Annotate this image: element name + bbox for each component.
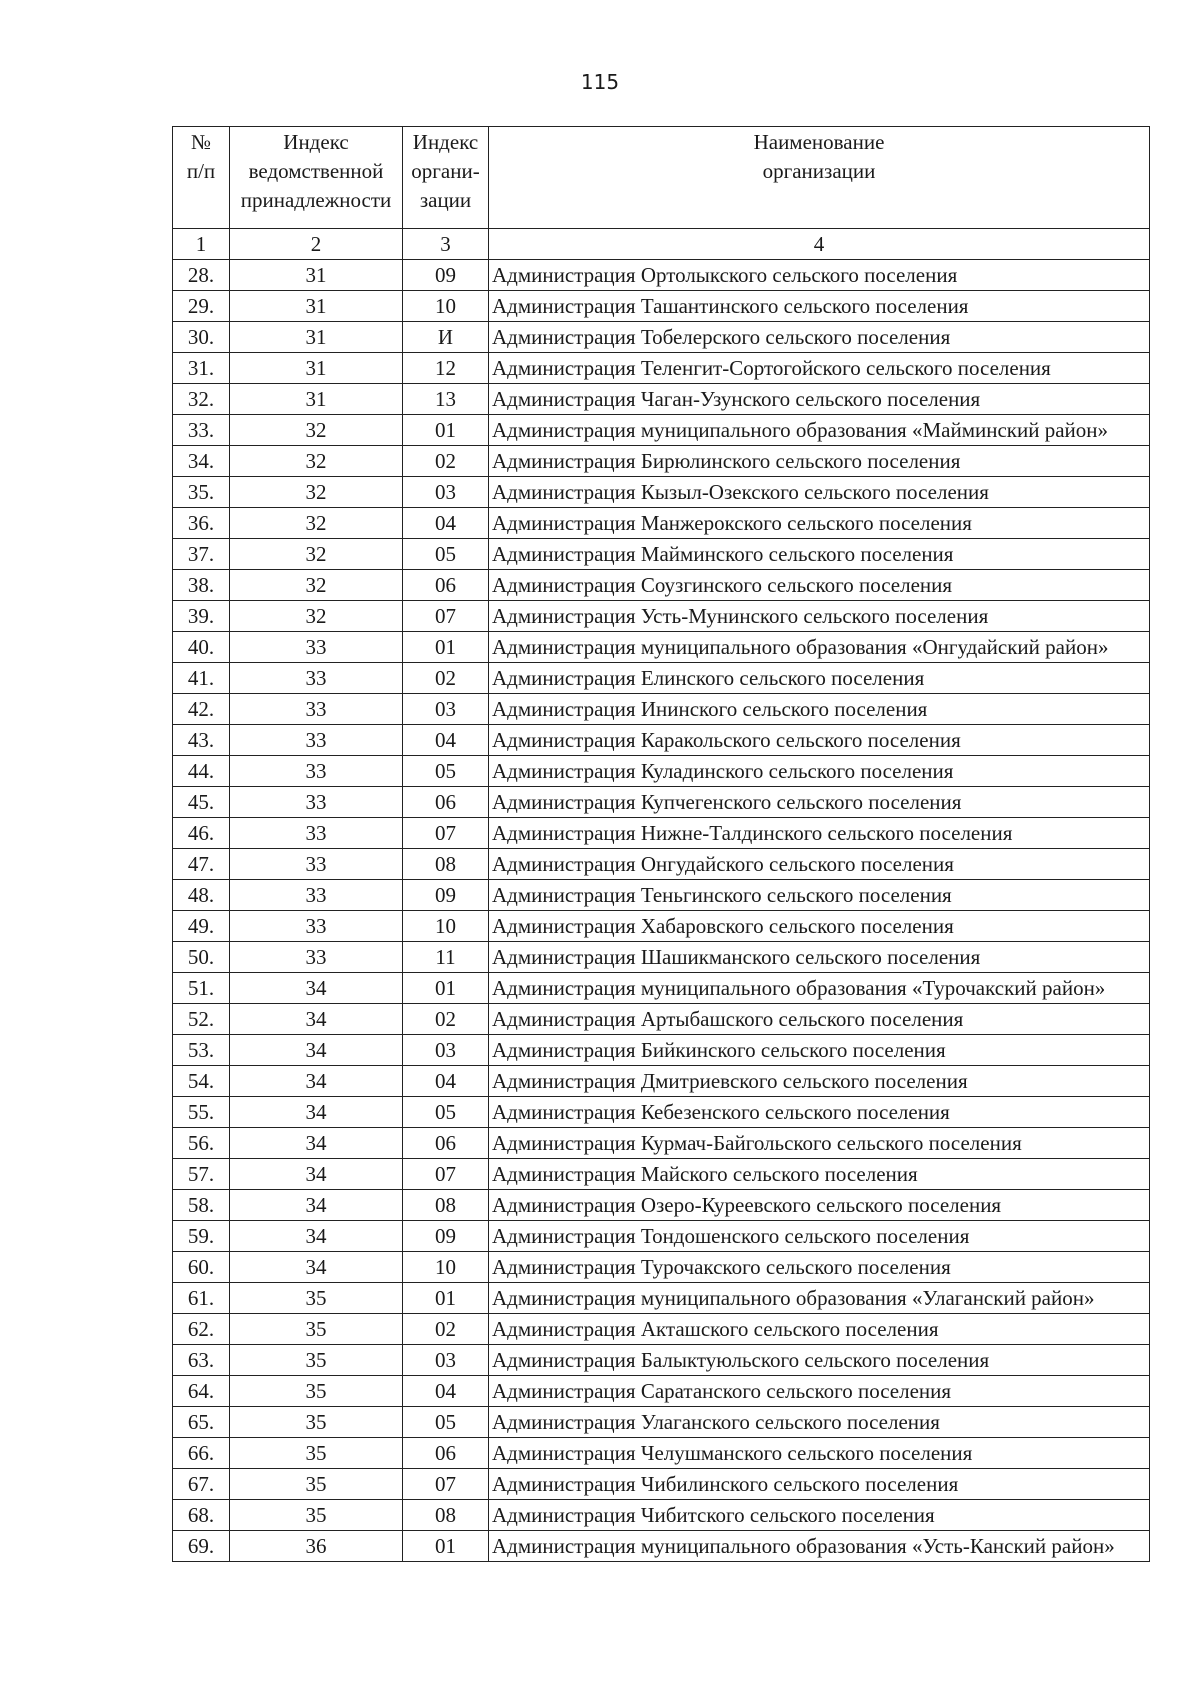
row-number-cell: 44.: [173, 756, 230, 787]
table-row: [173, 1376, 1150, 1407]
dept-index-cell: 33: [230, 880, 403, 911]
org-name-cell: Администрация Озеро-Куреевского сельского поселения: [489, 1190, 1150, 1221]
org-index-cell: 03: [403, 1035, 489, 1066]
row-number-cell: 57.: [173, 1159, 230, 1190]
row-number-cell: 31.: [173, 353, 230, 384]
header-name-line: Наименование: [753, 130, 885, 154]
dept-index-cell: 32: [230, 601, 403, 632]
org-index-cell: 02: [403, 1314, 489, 1345]
org-name-cell: Администрация Елинского сельского поселения: [489, 663, 1150, 694]
dept-index-cell: 31: [230, 260, 403, 291]
dept-index-cell: 33: [230, 632, 403, 663]
header-dept-index: [230, 127, 403, 229]
header-org-line: Индекс: [412, 130, 479, 154]
dept-index-cell: 34: [230, 1035, 403, 1066]
org-index-cell: 01: [403, 632, 489, 663]
dept-index-cell: 35: [230, 1500, 403, 1531]
header-name: [489, 127, 1150, 229]
dept-index-cell: 36: [230, 1531, 403, 1562]
table-row: [173, 1314, 1150, 1345]
org-name-cell: Администрация Ташантинского сельского поселения: [489, 291, 1150, 322]
org-index-cell: 04: [403, 1066, 489, 1097]
org-name-cell: Администрация Тондошенского сельского поселения: [489, 1221, 1150, 1252]
dept-index-cell: 35: [230, 1345, 403, 1376]
row-number-cell: 46.: [173, 818, 230, 849]
org-index-cell: 05: [403, 756, 489, 787]
row-number-cell: 29.: [173, 291, 230, 322]
table-row: [173, 663, 1150, 694]
table-row: [173, 1097, 1150, 1128]
table-row: [173, 694, 1150, 725]
row-number-cell: 39.: [173, 601, 230, 632]
table-row: [173, 942, 1150, 973]
org-index-cell: 07: [403, 1469, 489, 1500]
org-name-cell: Администрация Кебезенского сельского поселения: [489, 1097, 1150, 1128]
org-name-cell: Администрация Дмитриевского сельского поселения: [489, 1066, 1150, 1097]
table-row: [173, 1128, 1150, 1159]
row-number-cell: 69.: [173, 1531, 230, 1562]
table-row: [173, 570, 1150, 601]
org-index-cell: 02: [403, 1004, 489, 1035]
org-name-cell: Администрация Саратанского сельского поселения: [489, 1376, 1150, 1407]
org-name-cell: Администрация Челушманского сельского поселения: [489, 1438, 1150, 1469]
header-dept-line: принадлежности: [240, 188, 392, 212]
dept-index-cell: 33: [230, 818, 403, 849]
row-number-cell: 62.: [173, 1314, 230, 1345]
row-number-cell: 43.: [173, 725, 230, 756]
org-name-cell: Администрация Чибилинского сельского поселения: [489, 1469, 1150, 1500]
dept-index-cell: 31: [230, 322, 403, 353]
row-number-cell: 30.: [173, 322, 230, 353]
table-row: [173, 1345, 1150, 1376]
org-name-cell: Администрация Кызыл-Озекского сельского поселения: [489, 477, 1150, 508]
header-org-index: [403, 127, 489, 229]
row-number-cell: 63.: [173, 1345, 230, 1376]
dept-index-cell: 35: [230, 1407, 403, 1438]
table-row: [173, 539, 1150, 570]
row-number-cell: 36.: [173, 508, 230, 539]
column-index-cell: 4: [489, 229, 1150, 260]
row-number-cell: 54.: [173, 1066, 230, 1097]
org-index-cell: 02: [403, 446, 489, 477]
dept-index-cell: 32: [230, 477, 403, 508]
table-row: [173, 446, 1150, 477]
row-number-cell: 59.: [173, 1221, 230, 1252]
org-name-cell: Администрация муниципального образования «Усть-Канский район»: [489, 1531, 1150, 1562]
org-index-cell: 10: [403, 1252, 489, 1283]
row-number-cell: 45.: [173, 787, 230, 818]
dept-index-cell: 35: [230, 1283, 403, 1314]
dept-index-cell: 34: [230, 1159, 403, 1190]
org-name-cell: Администрация Соузгинского сельского поселения: [489, 570, 1150, 601]
table-row: [173, 1159, 1150, 1190]
row-number-cell: 51.: [173, 973, 230, 1004]
table-row: [173, 787, 1150, 818]
row-number-cell: 37.: [173, 539, 230, 570]
row-number-cell: 33.: [173, 415, 230, 446]
dept-index-cell: 33: [230, 787, 403, 818]
row-number-cell: 64.: [173, 1376, 230, 1407]
org-name-cell: Администрация Манжерокского сельского поселения: [489, 508, 1150, 539]
dept-index-cell: 33: [230, 942, 403, 973]
row-number-cell: 49.: [173, 911, 230, 942]
page-number: 115: [580, 70, 620, 94]
table-row: [173, 1066, 1150, 1097]
row-number-cell: 41.: [173, 663, 230, 694]
org-name-cell: Администрация Майминского сельского поселения: [489, 539, 1150, 570]
dept-index-cell: 34: [230, 1097, 403, 1128]
org-name-cell: Администрация Каракольского сельского поселения: [489, 725, 1150, 756]
dept-index-cell: 31: [230, 353, 403, 384]
org-index-cell: 04: [403, 725, 489, 756]
org-index-cell: 06: [403, 1438, 489, 1469]
dept-index-cell: 31: [230, 291, 403, 322]
org-name-cell: Администрация Шашикманского сельского поселения: [489, 942, 1150, 973]
org-name-cell: Администрация Купчегенского сельского поселения: [489, 787, 1150, 818]
org-index-cell: 01: [403, 973, 489, 1004]
dept-index-cell: 33: [230, 725, 403, 756]
dept-index-cell: 32: [230, 508, 403, 539]
table-row: [173, 260, 1150, 291]
row-number-cell: 48.: [173, 880, 230, 911]
table-row: [173, 1004, 1150, 1035]
row-number-cell: 32.: [173, 384, 230, 415]
org-name-cell: Администрация Акташского сельского поселения: [489, 1314, 1150, 1345]
row-number-cell: 53.: [173, 1035, 230, 1066]
org-index-cell: 04: [403, 508, 489, 539]
table-row: [173, 880, 1150, 911]
table-row: [173, 322, 1150, 353]
dept-index-cell: 35: [230, 1469, 403, 1500]
org-name-cell: Администрация Теленгит-Сортогойского сельского поселения: [489, 353, 1150, 384]
org-name-cell: Администрация Бирюлинского сельского поселения: [489, 446, 1150, 477]
org-name-cell: Администрация Балыктуюльского сельского поселения: [489, 1345, 1150, 1376]
org-index-cell: 11: [403, 942, 489, 973]
org-index-cell: 01: [403, 1283, 489, 1314]
org-index-cell: 13: [403, 384, 489, 415]
dept-index-cell: 33: [230, 849, 403, 880]
org-name-cell: Администрация Усть-Мунинского сельского поселения: [489, 601, 1150, 632]
org-index-cell: 05: [403, 1097, 489, 1128]
table-row: [173, 849, 1150, 880]
org-index-cell: 09: [403, 1221, 489, 1252]
row-number-cell: 68.: [173, 1500, 230, 1531]
org-index-cell: 07: [403, 1159, 489, 1190]
org-index-cell: 03: [403, 694, 489, 725]
org-name-cell: Администрация Курмач-Байгольского сельского поселения: [489, 1128, 1150, 1159]
table-row: [173, 1500, 1150, 1531]
org-name-cell: Администрация Артыбашского сельского поселения: [489, 1004, 1150, 1035]
column-index-cell: 3: [403, 229, 489, 260]
table-row: [173, 1190, 1150, 1221]
org-index-cell: 09: [403, 260, 489, 291]
org-index-cell: 06: [403, 1128, 489, 1159]
table-header-row: [173, 127, 1150, 229]
org-name-cell: Администрация муниципального образования «Турочакский район»: [489, 973, 1150, 1004]
org-name-cell: Администрация Тобелерского сельского поселения: [489, 322, 1150, 353]
org-index-cell: 09: [403, 880, 489, 911]
row-number-cell: 50.: [173, 942, 230, 973]
row-number-cell: 67.: [173, 1469, 230, 1500]
table-row: [173, 1407, 1150, 1438]
organizations-table: [172, 126, 1150, 1562]
org-name-cell: Администрация Чибитского сельского поселения: [489, 1500, 1150, 1531]
table-row: [173, 508, 1150, 539]
table-row: [173, 601, 1150, 632]
dept-index-cell: 34: [230, 1252, 403, 1283]
dept-index-cell: 34: [230, 1128, 403, 1159]
table-row: [173, 415, 1150, 446]
dept-index-cell: 33: [230, 663, 403, 694]
header-org-line: зации: [419, 188, 472, 212]
row-number-cell: 58.: [173, 1190, 230, 1221]
row-number-cell: 55.: [173, 1097, 230, 1128]
table-row: [173, 725, 1150, 756]
org-name-cell: Администрация Онгудайского сельского поселения: [489, 849, 1150, 880]
org-name-cell: Администрация Улаганского сельского поселения: [489, 1407, 1150, 1438]
header-name-line: организации: [762, 159, 876, 183]
row-number-cell: 56.: [173, 1128, 230, 1159]
org-name-cell: Администрация Теньгинского сельского поселения: [489, 880, 1150, 911]
header-num-line: п/п: [186, 159, 216, 183]
row-number-cell: 61.: [173, 1283, 230, 1314]
org-index-cell: 04: [403, 1376, 489, 1407]
org-index-cell: 10: [403, 911, 489, 942]
org-name-cell: Администрация муниципального образования «Улаганский район»: [489, 1283, 1150, 1314]
dept-index-cell: 35: [230, 1314, 403, 1345]
table-row: [173, 818, 1150, 849]
table-row: [173, 1469, 1150, 1500]
dept-index-cell: 34: [230, 1004, 403, 1035]
dept-index-cell: 33: [230, 756, 403, 787]
table-row: [173, 477, 1150, 508]
header-dept-line: Индекс: [283, 130, 349, 154]
dept-index-cell: 32: [230, 570, 403, 601]
org-index-cell: 12: [403, 353, 489, 384]
org-name-cell: Администрация Нижне-Талдинского сельского поселения: [489, 818, 1150, 849]
org-index-cell: 01: [403, 1531, 489, 1562]
org-name-cell: Администрация муниципального образования «Майминский район»: [489, 415, 1150, 446]
org-index-cell: 02: [403, 663, 489, 694]
org-name-cell: Администрация Ининского сельского поселения: [489, 694, 1150, 725]
org-index-cell: И: [403, 322, 489, 353]
org-index-cell: 08: [403, 849, 489, 880]
table-row: [173, 1283, 1150, 1314]
table-row: [173, 911, 1150, 942]
dept-index-cell: 32: [230, 415, 403, 446]
dept-index-cell: 34: [230, 973, 403, 1004]
table-row: [173, 353, 1150, 384]
org-index-cell: 08: [403, 1500, 489, 1531]
row-number-cell: 42.: [173, 694, 230, 725]
row-number-cell: 34.: [173, 446, 230, 477]
org-name-cell: Администрация муниципального образования «Онгудайский район»: [489, 632, 1150, 663]
column-index-cell: 1: [173, 229, 230, 260]
dept-index-cell: 34: [230, 1190, 403, 1221]
org-index-cell: 03: [403, 477, 489, 508]
table-body: [173, 229, 1150, 1562]
header-org-line: органи-: [411, 159, 480, 183]
org-index-cell: 05: [403, 1407, 489, 1438]
table-row: [173, 291, 1150, 322]
row-number-cell: 40.: [173, 632, 230, 663]
table-row: [173, 1035, 1150, 1066]
org-index-cell: 05: [403, 539, 489, 570]
org-name-cell: Администрация Хабаровского сельского поселения: [489, 911, 1150, 942]
org-name-cell: Администрация Ортолыкского сельского поселения: [489, 260, 1150, 291]
org-name-cell: Администрация Чаган-Узунского сельского поселения: [489, 384, 1150, 415]
table-row: [173, 1252, 1150, 1283]
org-index-cell: 07: [403, 818, 489, 849]
org-index-cell: 01: [403, 415, 489, 446]
row-number-cell: 60.: [173, 1252, 230, 1283]
org-index-cell: 10: [403, 291, 489, 322]
org-index-cell: 08: [403, 1190, 489, 1221]
row-number-cell: 52.: [173, 1004, 230, 1035]
dept-index-cell: 35: [230, 1438, 403, 1469]
row-number-cell: 28.: [173, 260, 230, 291]
dept-index-cell: 34: [230, 1221, 403, 1252]
dept-index-cell: 32: [230, 539, 403, 570]
table-row: [173, 632, 1150, 663]
org-index-cell: 07: [403, 601, 489, 632]
column-index-cell: 2: [230, 229, 403, 260]
org-index-cell: 03: [403, 1345, 489, 1376]
row-number-cell: 38.: [173, 570, 230, 601]
dept-index-cell: 35: [230, 1376, 403, 1407]
row-number-cell: 47.: [173, 849, 230, 880]
row-number-cell: 66.: [173, 1438, 230, 1469]
dept-index-cell: 32: [230, 446, 403, 477]
dept-index-cell: 31: [230, 384, 403, 415]
table-row: [173, 756, 1150, 787]
table-row: [173, 1221, 1150, 1252]
dept-index-cell: 33: [230, 911, 403, 942]
table-row: [173, 384, 1150, 415]
org-name-cell: Администрация Турочакского сельского поселения: [489, 1252, 1150, 1283]
org-index-cell: 06: [403, 787, 489, 818]
row-number-cell: 65.: [173, 1407, 230, 1438]
org-name-cell: Администрация Бийкинского сельского поселения: [489, 1035, 1150, 1066]
dept-index-cell: 34: [230, 1066, 403, 1097]
org-index-cell: 06: [403, 570, 489, 601]
dept-index-cell: 33: [230, 694, 403, 725]
header-dept-line: ведомственной: [248, 159, 384, 183]
header-num: [173, 127, 230, 229]
row-number-cell: 35.: [173, 477, 230, 508]
column-index-row: [173, 229, 1150, 260]
table-row: [173, 1438, 1150, 1469]
org-name-cell: Администрация Майского сельского поселения: [489, 1159, 1150, 1190]
org-name-cell: Администрация Куладинского сельского поселения: [489, 756, 1150, 787]
header-num-line: №: [190, 130, 212, 154]
table-row: [173, 1531, 1150, 1562]
table-row: [173, 973, 1150, 1004]
